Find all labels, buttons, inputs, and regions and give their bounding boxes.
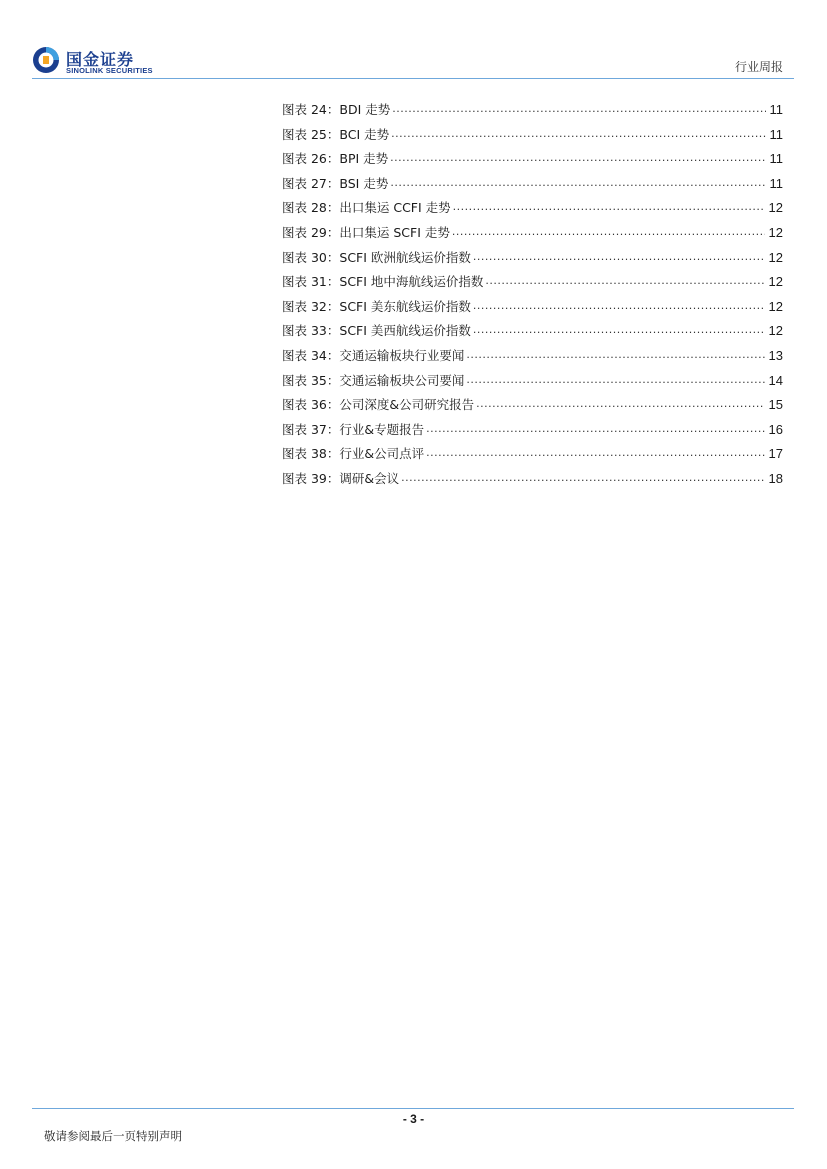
toc-entry-label: 图表 33：SCFI 美西航线运价指数: [282, 323, 471, 339]
toc-entry-page: 14: [768, 372, 783, 388]
toc-entry[interactable]: [282, 420, 783, 445]
toc-dot-leader: [426, 444, 764, 458]
toc-entry[interactable]: [282, 469, 783, 494]
toc-dot-leader: [390, 149, 765, 163]
header-divider: [32, 78, 794, 79]
toc-dot-leader: [473, 321, 765, 335]
toc-entry-page: 12: [768, 323, 783, 339]
toc-entry-label: 图表 26：BPI 走势: [282, 151, 389, 167]
toc-dot-leader: [453, 198, 765, 212]
toc-entry-page: 12: [768, 200, 783, 216]
toc-dot-leader: [391, 125, 765, 139]
toc-entry-page: 15: [768, 397, 783, 413]
toc-entry[interactable]: [282, 100, 783, 125]
sinolink-logo-icon: [32, 46, 60, 74]
toc-entry-label: 图表 24：BDI 走势: [282, 102, 391, 117]
report-type: 行业周报: [734, 60, 783, 74]
toc-dot-leader: [426, 420, 764, 434]
toc-entry[interactable]: [282, 248, 783, 273]
toc-entry-label: 图表 35：交通运输板块公司要闻: [282, 372, 465, 388]
toc-entry-page: 12: [768, 249, 783, 265]
toc-entry[interactable]: [282, 125, 783, 150]
toc-entry[interactable]: [282, 198, 783, 223]
toc-dot-leader: [392, 100, 765, 114]
toc-entry[interactable]: [282, 321, 783, 346]
toc-dot-leader: [466, 371, 764, 385]
toc-entry[interactable]: [282, 444, 783, 469]
toc-entry[interactable]: [282, 395, 783, 420]
toc-entry-label: 图表 25：BCI 走势: [282, 126, 390, 142]
toc-dot-leader: [473, 248, 765, 262]
toc-dot-leader: [466, 346, 764, 360]
toc-entry-page: 18: [768, 470, 783, 486]
company-logo: [32, 46, 162, 78]
toc-entry-label: 图表 37：行业&专题报告: [282, 421, 425, 437]
logo-chinese-name: 国金证券: [66, 50, 135, 69]
toc-entry-label: 图表 28：出口集运 CCFI 走势: [282, 200, 451, 216]
toc-entry[interactable]: [282, 223, 783, 248]
toc-entry-label: 图表 31：SCFI 地中海航线运价指数: [282, 274, 484, 290]
footer-divider: [32, 1108, 794, 1109]
toc-entry-page: 11: [769, 126, 783, 142]
toc-entry-page: 16: [768, 421, 783, 437]
toc-entry-label: 图表 38：行业&公司点评: [282, 446, 425, 462]
toc-entry-label: 图表 32：SCFI 美东航线运价指数: [282, 298, 471, 314]
toc-entry-page: 11: [769, 102, 783, 117]
toc-entry-label: 图表 27：BSI 走势: [282, 175, 389, 191]
toc-dot-leader: [401, 469, 764, 483]
toc-entry-label: 图表 30：SCFI 欧洲航线运价指数: [282, 249, 471, 265]
toc-entry-label: 图表 39：调研&会议: [282, 470, 400, 486]
toc-entry-label: 图表 36：公司深度&公司研究报告: [282, 397, 475, 413]
toc-entry[interactable]: [282, 297, 783, 322]
toc-entry[interactable]: [282, 174, 783, 199]
toc-entry[interactable]: [282, 272, 783, 297]
toc-dot-leader: [452, 223, 765, 237]
toc-dot-leader: [390, 174, 765, 188]
toc-entry-page: 11: [769, 151, 783, 167]
toc-dot-leader: [485, 272, 764, 286]
toc-entry-page: 12: [768, 298, 783, 314]
toc-entry[interactable]: [282, 149, 783, 174]
disclaimer-text: 敬请参阅最后一页特别声明: [44, 1129, 182, 1143]
page-number: - 3 -: [402, 1112, 425, 1126]
toc-dot-leader: [476, 395, 764, 409]
toc-entry-page: 12: [768, 224, 783, 240]
toc-entry-label: 图表 29：出口集运 SCFI 走势: [282, 224, 450, 240]
toc-entry-page: 17: [768, 446, 783, 462]
toc-entry-page: 11: [769, 175, 783, 191]
toc-dot-leader: [473, 297, 765, 311]
toc-entry-label: 图表 34：交通运输板块行业要闻: [282, 347, 465, 363]
logo-english-name: SINOLINK SECURITIES: [66, 66, 153, 75]
toc-entry-page: 12: [768, 274, 783, 290]
table-of-figures: [282, 100, 783, 494]
toc-entry[interactable]: [282, 371, 783, 396]
page-header: [0, 0, 827, 80]
toc-entry[interactable]: [282, 346, 783, 371]
toc-entry-page: 13: [768, 347, 783, 363]
